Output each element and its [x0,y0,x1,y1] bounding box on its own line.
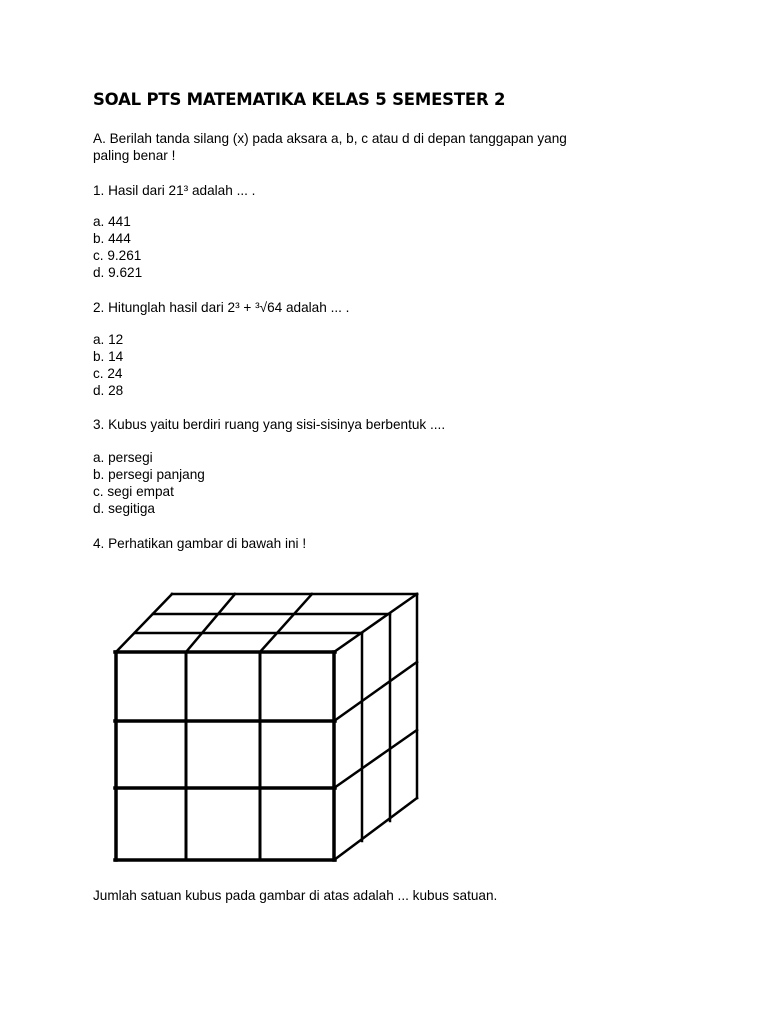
instructions-line-1: A. Berilah tanda silang (x) pada aksara a, b, c atau d di depan tanggapan yang [93,131,567,146]
cube-figure [105,588,425,868]
question-2-options [93,331,123,399]
question-2: 2. Hitunglah hasil dari 2³ + ³√64 adalah ... . [93,300,350,315]
instructions-line-2: paling benar ! [93,148,176,163]
option-2d: d. 28 [93,383,124,398]
question-4: 4. Perhatikan gambar di bawah ini ! [93,536,307,551]
question-1: 1. Hasil dari 21³ adalah ... . [93,183,256,198]
question-3-options [93,449,205,517]
option-3d: d. segitiga [93,501,155,516]
option-2c: c. 24 [93,366,123,381]
cube-top-face [116,594,417,652]
option-2a: a. 12 [93,332,124,347]
option-1a: a. 441 [93,214,131,229]
question-3: 3. Kubus yaitu berdiri ruang yang sisi-sisinya berbentuk .... [93,417,446,432]
option-3b: b. persegi panjang [93,467,205,482]
option-3c: c. segi empat [93,484,174,499]
question-1-options [93,213,142,281]
option-1b: b. 444 [93,231,131,246]
question-4-followup: Jumlah satuan kubus pada gambar di atas adalah ... kubus satuan. [93,888,498,903]
option-2b: b. 14 [93,349,124,364]
option-3a: a. persegi [93,450,153,465]
instructions [93,130,567,164]
page-title: SOAL PTS MATEMATIKA KELAS 5 SEMESTER 2 [93,90,506,109]
option-1d: d. 9.621 [93,265,143,280]
cube-front-face [115,652,335,860]
option-1c: c. 9.261 [93,248,142,263]
